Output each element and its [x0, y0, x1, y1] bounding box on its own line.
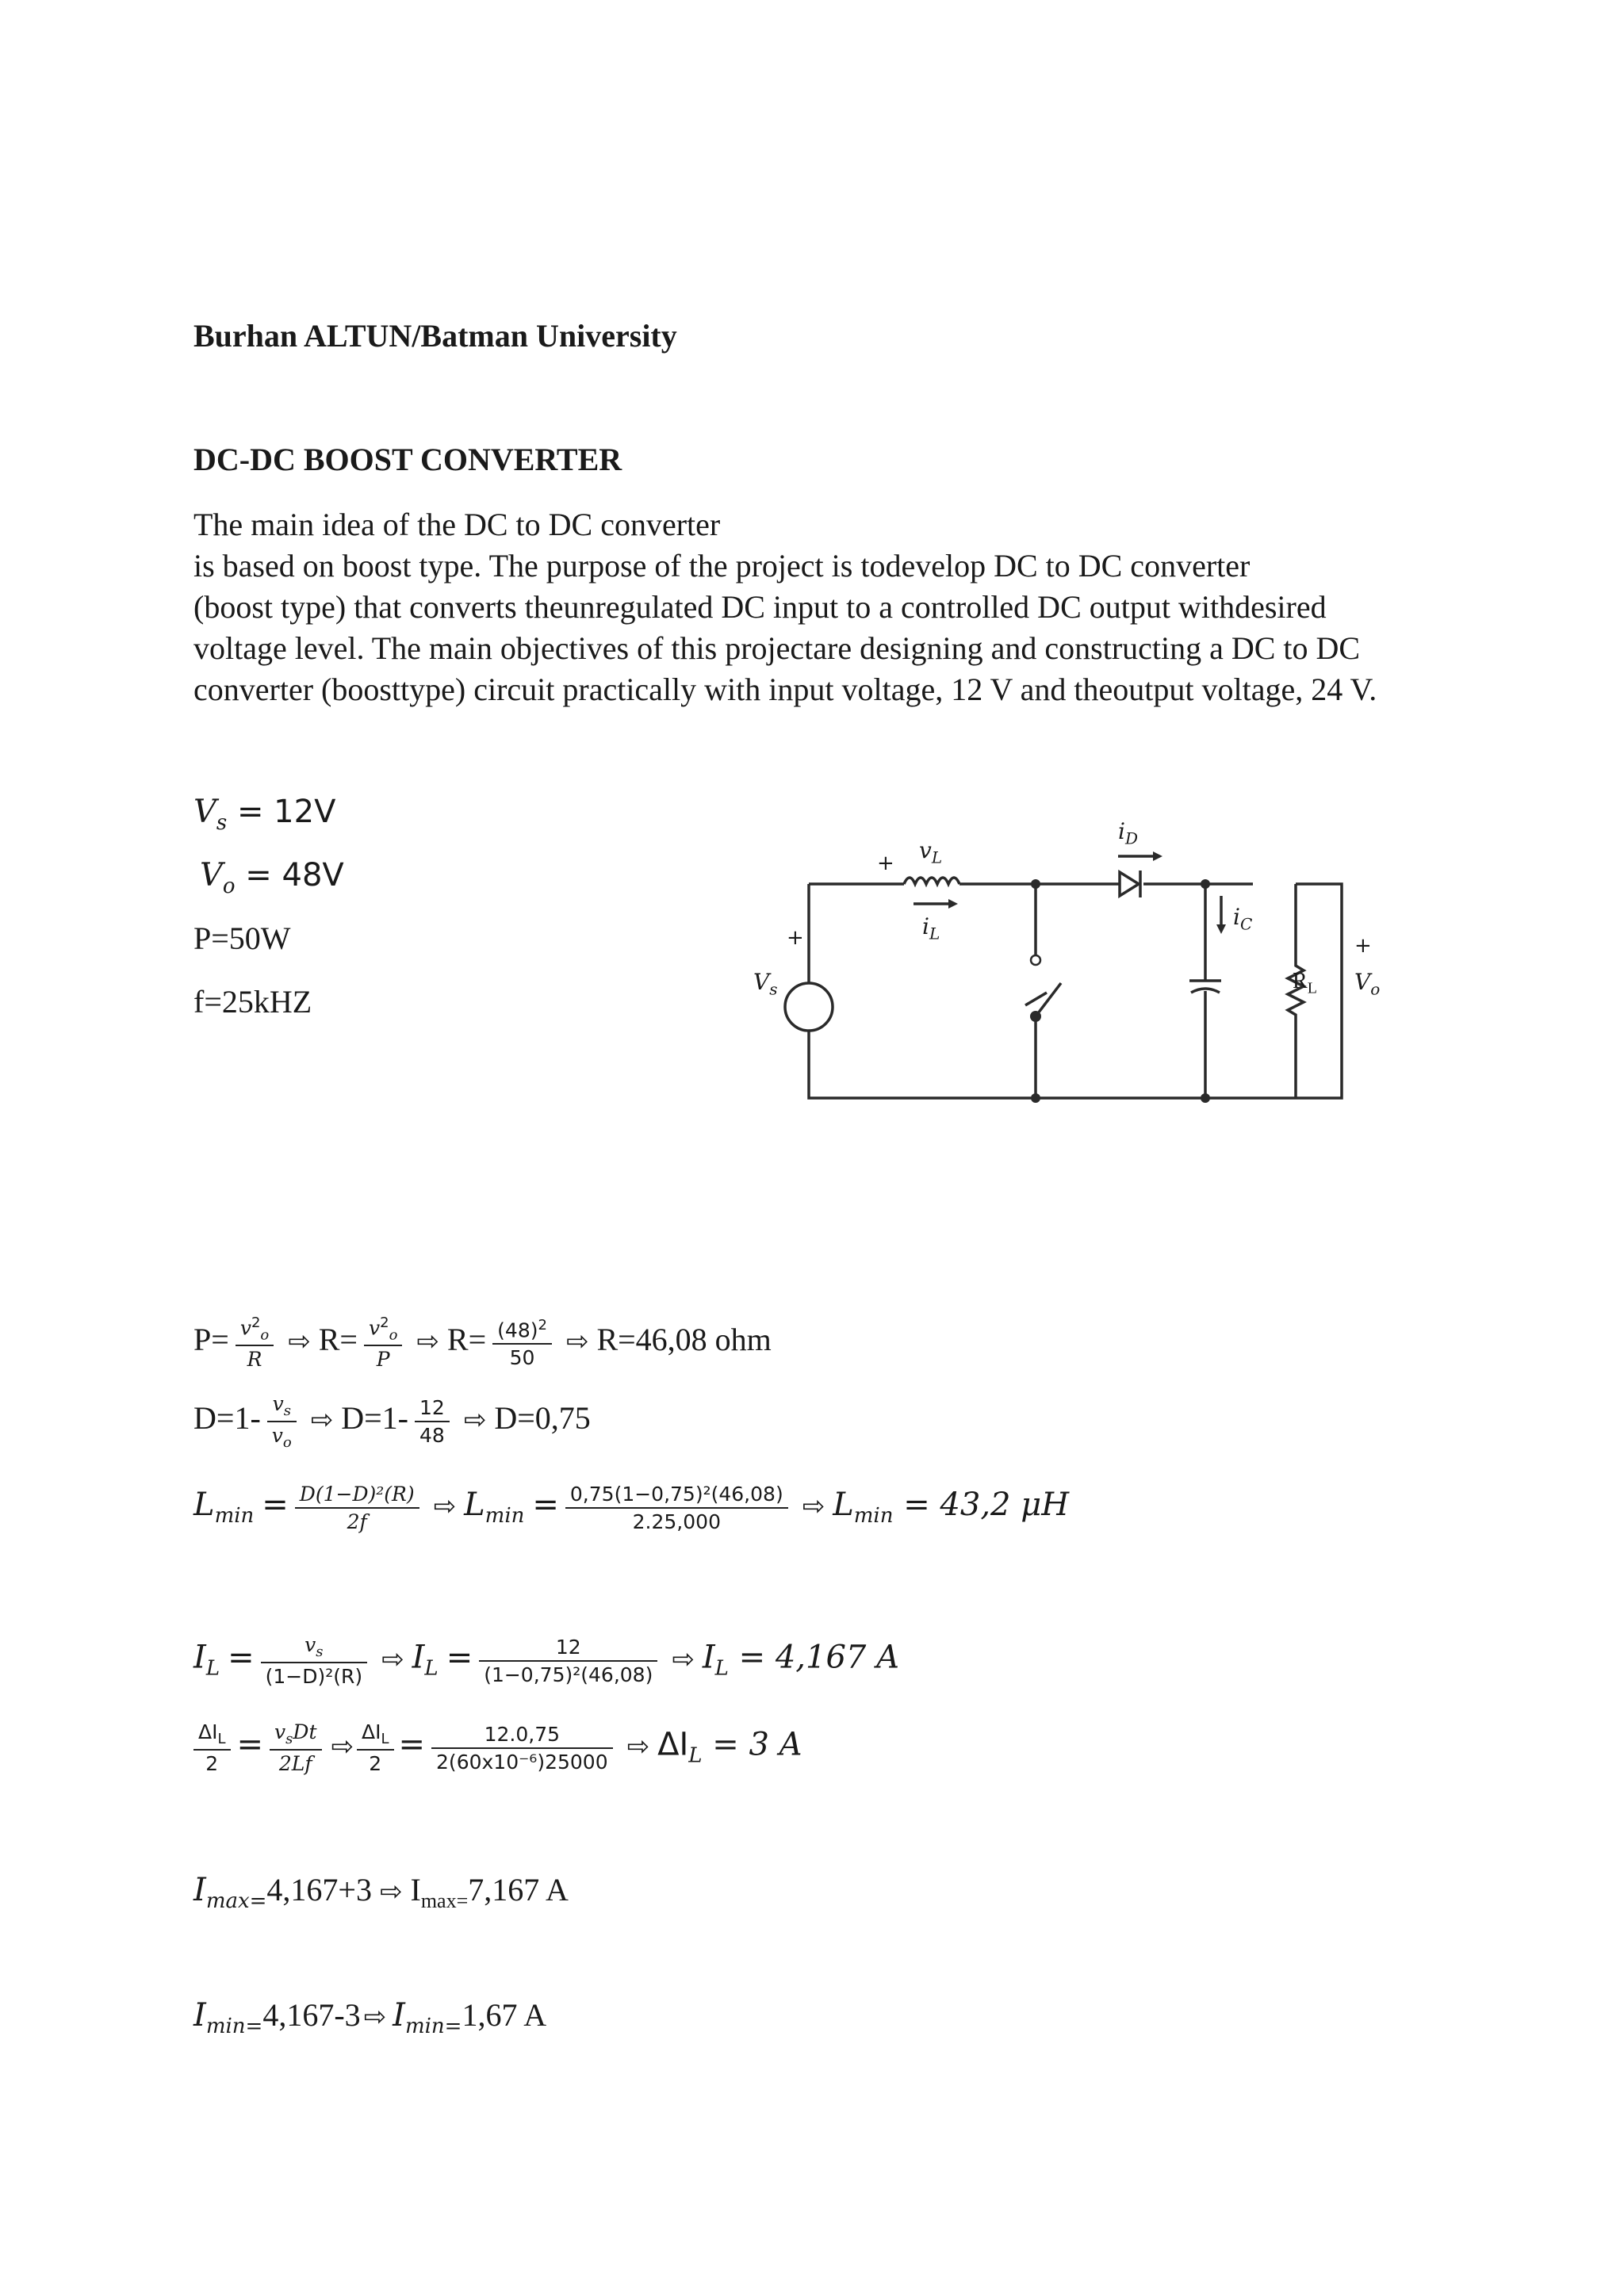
fraction: $\frac{12}{\text{(1−0,75)²(46,08)}}$	[479, 1636, 657, 1686]
equation-max-current: $I_{max=}4,167+3$ ⇨ $I_{max=}7,167$ A	[193, 1872, 569, 1913]
label-id: $i_D$	[1118, 818, 1139, 848]
label-vo-load: $V_o$	[1354, 969, 1381, 999]
label-vs-source: $V_s$	[753, 969, 778, 999]
fraction: $\frac{v_s}{\text{(1−D)²(R)}}$	[261, 1633, 368, 1688]
author-line: Burhan ALTUN/Batman University	[193, 318, 677, 354]
implies-arrow-icon: ⇨	[381, 1643, 404, 1675]
boost-converter-circuit	[745, 809, 1396, 1126]
fraction: $\frac{\text{0,75(1−0,75)²(46,08)}}{2.25,000}$	[565, 1483, 788, 1533]
fraction: $\frac{v_sDt}{2Lf}$	[270, 1720, 321, 1775]
label-plus-inductor: +	[877, 851, 894, 875]
fraction: $\frac{12}{48}$	[415, 1396, 450, 1447]
paragraph-line: The main idea of the DC to DC converter	[193, 507, 721, 542]
implies-arrow-icon: ⇨	[626, 1730, 650, 1762]
document-title: DC-DC BOOST CONVERTER	[193, 442, 622, 477]
fraction: $\frac{\Delta I_L}{2}$	[357, 1720, 394, 1775]
label-ic: $i_C$	[1233, 904, 1253, 934]
equation-duty-cycle: D=1- $\frac{v_s}{v_o}$ ⇨ D=1- $\frac{12}{48}$ ⇨ D=0,75	[193, 1392, 591, 1451]
paragraph-line: converter (boosttype) circuit practically with input voltage, 12 V and theoutput voltage, 24 V.	[193, 672, 1377, 707]
equation-ripple-current: $\frac{\Delta I_L}{2}$ = $\frac{v_sDt}{2Lf}$ ⇨ $\frac{\Delta I_L}{2}$ = $\frac{12.0,75}{\text{2(60x10⁻⁶)25000}}$ ⇨ $\Delta I_L = 3$ A	[193, 1720, 802, 1775]
fraction: $\frac{v_s}{v_o}$	[267, 1392, 297, 1451]
label-vl: $v_L$	[919, 837, 943, 867]
implies-arrow-icon: ⇨	[310, 1404, 334, 1437]
paragraph-line: is based on boost type. The purpose of the project is todevelop DC to DC converter	[193, 548, 1251, 584]
equation-resistance: P= $\frac{v^2_o}{R}$ ⇨ R= $\frac{v^2_o}{P}$ ⇨ R= $\frac{(48)^2}{50}$ ⇨ R=46,08 ohm	[193, 1314, 772, 1372]
equation-min-current: $I_{min=}4,167-3$ ⇨ $I_{min=}1,67$ A	[193, 1997, 547, 2038]
label-rl: $R_L$	[1293, 969, 1317, 997]
intro-paragraph	[193, 504, 1431, 710]
paragraph-line: (boost type) that converts theunregulated DC input to a controlled DC output withdesired	[193, 589, 1327, 625]
param-frequency: f=25kHZ	[193, 984, 312, 1020]
fraction: $\frac{v^2_o}{R}$	[236, 1314, 274, 1371]
fraction: $\frac{v^2_o}{P}$	[364, 1314, 402, 1371]
implies-arrow-icon: ⇨	[802, 1490, 825, 1523]
param-vs: $V_s = 12V$	[193, 794, 336, 835]
paragraph-line: voltage level. The main objectives of this projectare designing and constructing a DC to DC	[193, 630, 1361, 666]
label-il: $i_L$	[922, 913, 940, 943]
fraction: $\frac{(48)^2}{50}$	[492, 1317, 552, 1369]
param-power: P=50W	[193, 920, 291, 956]
implies-arrow-icon: ⇨	[416, 1325, 439, 1357]
implies-arrow-icon: ⇨	[433, 1490, 457, 1523]
implies-arrow-icon: ⇨	[463, 1404, 487, 1437]
equation-min-inductance: $L_{min}$ = $\frac{\text{D(1−D)²(R)}}{2f}$ ⇨ $L_{min}$ = $\frac{\text{0,75(1−0,75)²(46,08)}}{2.25,000}$ ⇨ $L_{min} = 43,2$ μH	[193, 1483, 1070, 1533]
label-plus-load: +	[1354, 934, 1372, 958]
label-plus-source: +	[787, 926, 804, 950]
fraction: $\frac{\Delta I_L}{2}$	[193, 1720, 231, 1775]
implies-arrow-icon: ⇨	[379, 1876, 403, 1908]
equation-inductor-current: $I_L$ = $\frac{v_s}{\text{(1−D)²(R)}}$ ⇨ $I_L$ = $\frac{12}{\text{(1−0,75)²(46,08)}}$ ⇨ $I_L = 4,167$ A	[193, 1633, 899, 1688]
fraction: $\frac{12.0,75}{\text{2(60x10⁻⁶)25000}}$	[431, 1723, 613, 1774]
implies-arrow-icon: ⇨	[363, 2001, 387, 2033]
implies-arrow-icon: ⇨	[672, 1643, 695, 1675]
param-vo: $V_o = 48V$	[200, 857, 344, 898]
implies-arrow-icon: ⇨	[288, 1325, 311, 1357]
implies-arrow-icon: ⇨	[331, 1730, 354, 1762]
implies-arrow-icon: ⇨	[565, 1325, 589, 1357]
fraction: $\frac{\text{D(1−D)²(R)}}{2f}$	[295, 1483, 419, 1533]
